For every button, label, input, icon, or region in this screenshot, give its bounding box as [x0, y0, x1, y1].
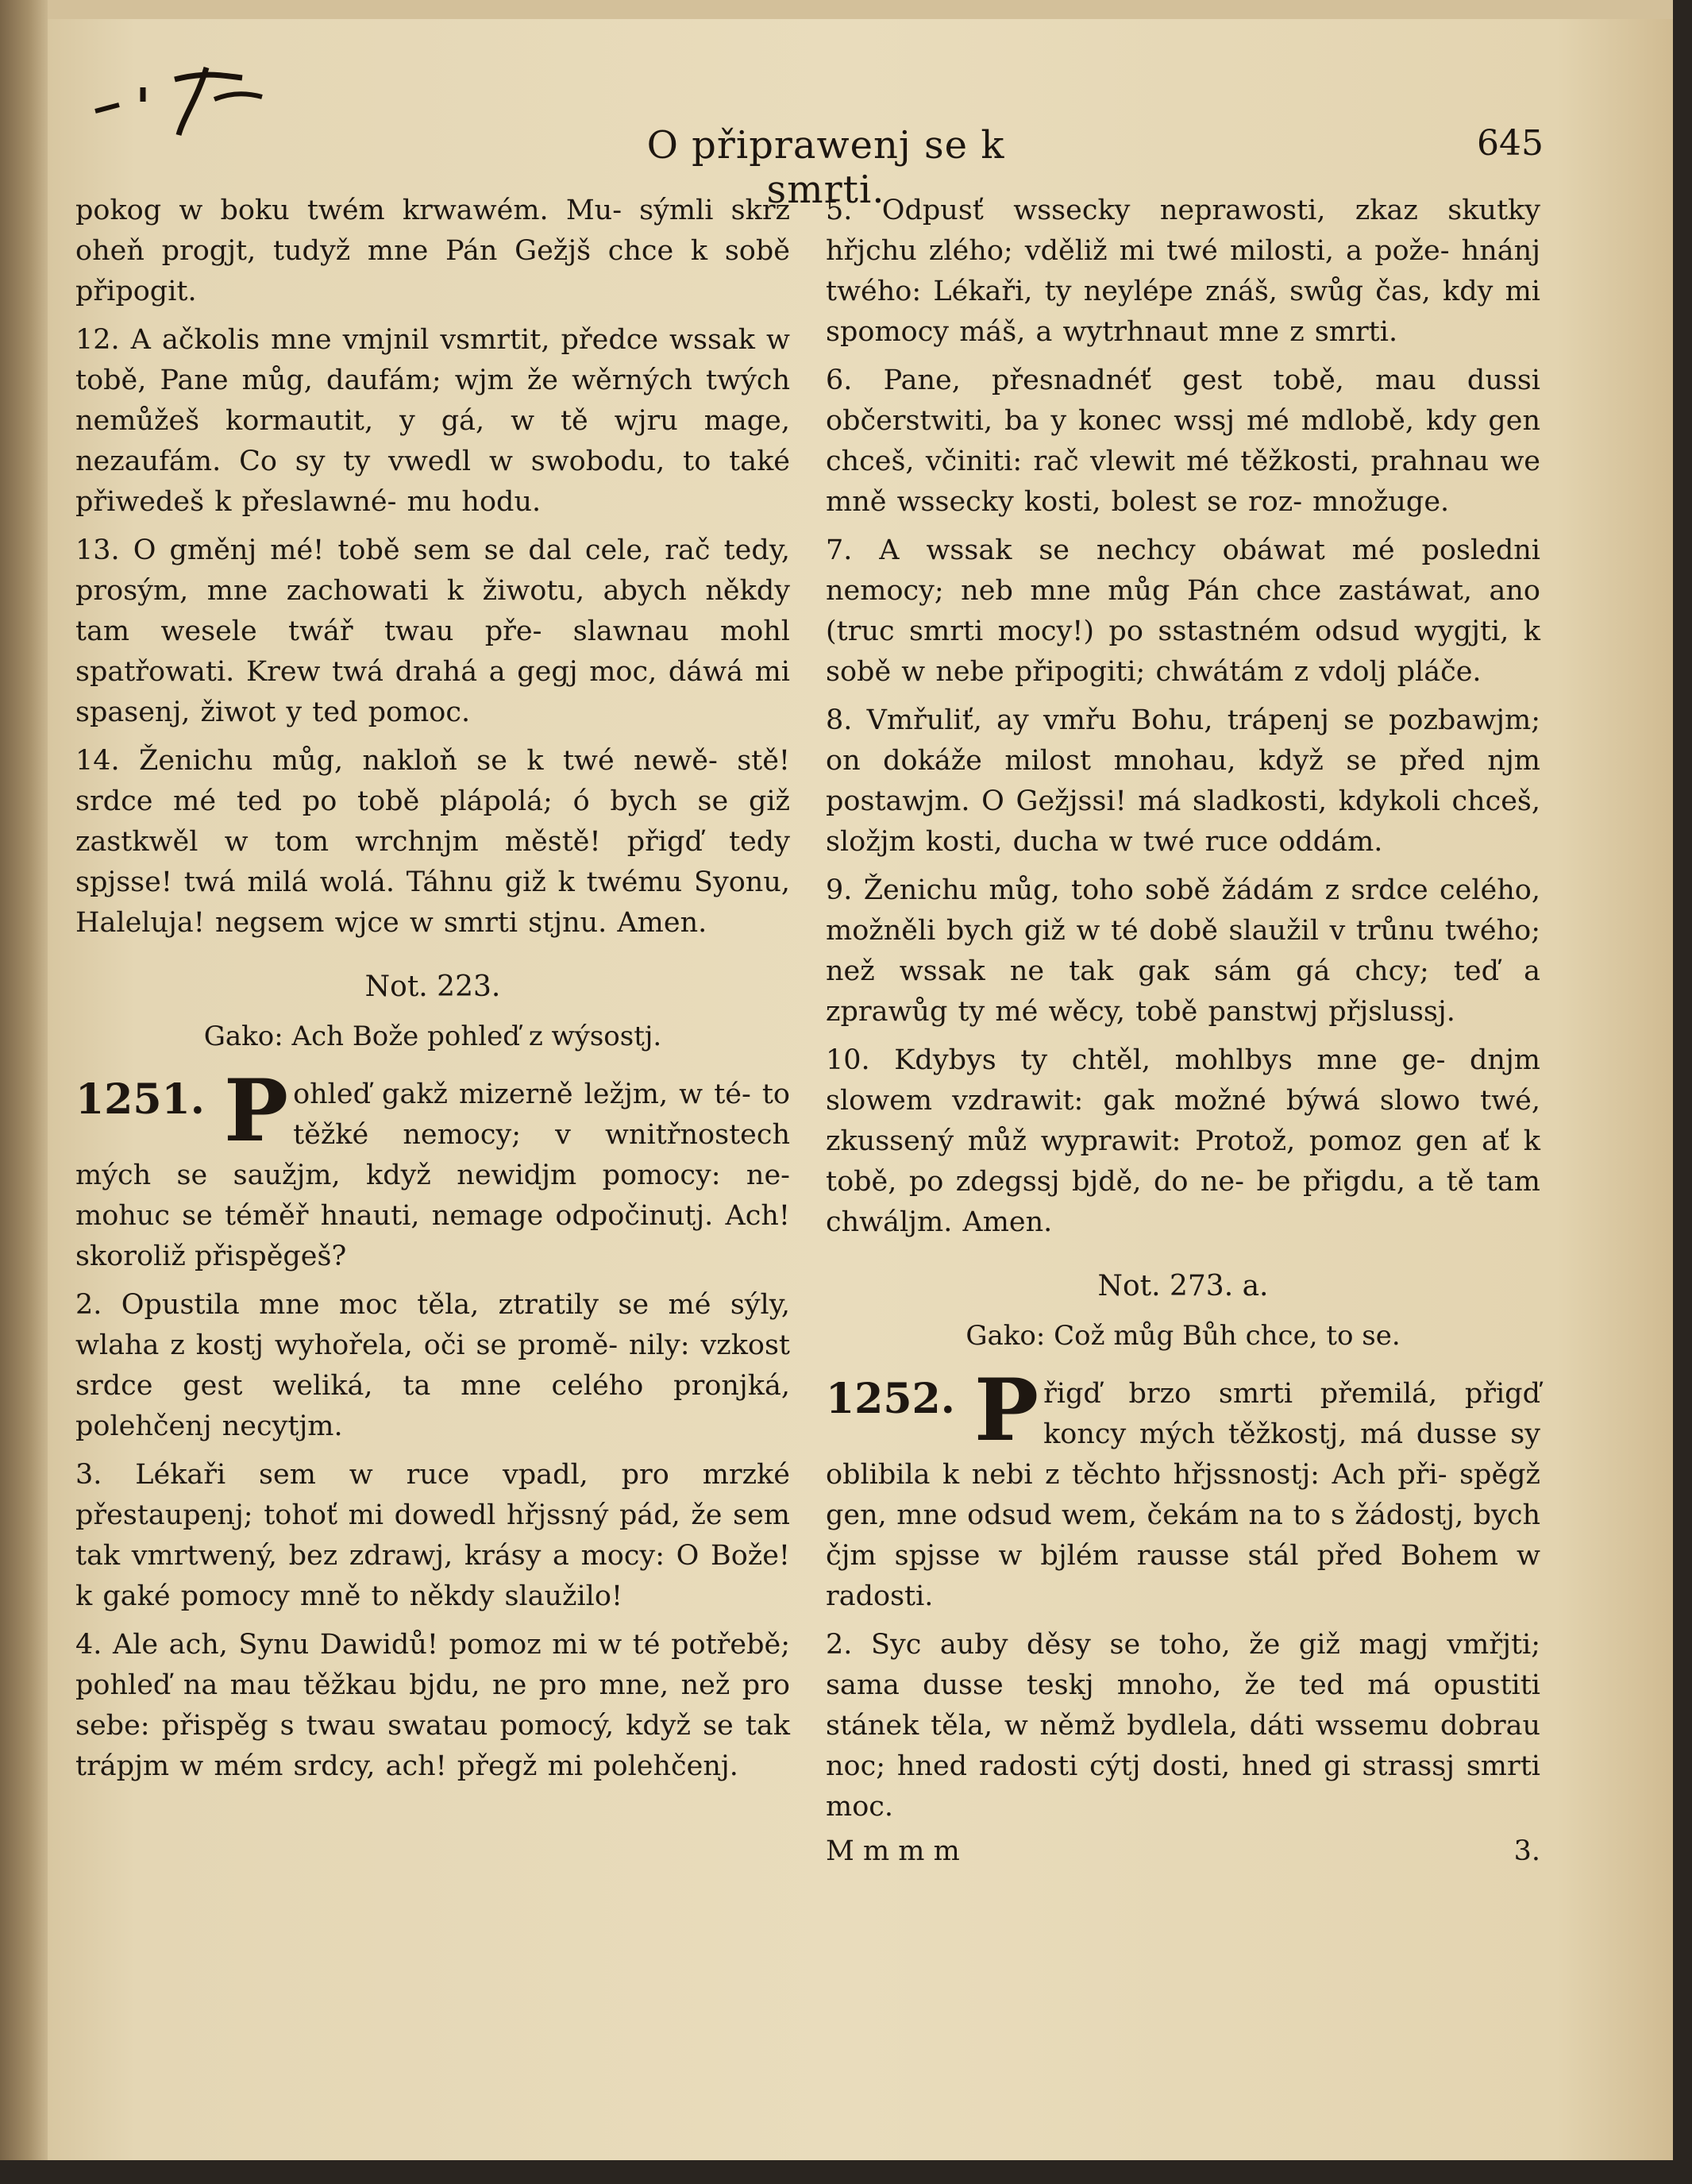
hymn-first-stanza: řigď brzo smrti přemilá, přigď koncy mých těžkostj, má dusse sy oblibila k nebi z těchto hřjssnostj: Ach při- spěgž gen, mne odsud wem, čekám na to s žádostj, bych čjm spjsse w bjlém rausse stál před Bohem w radosti. [826, 1378, 1540, 1612]
page-number: 645 [1477, 123, 1544, 164]
melody-line: Gako: Ach Bože pohleď z wýsostj. [203, 1021, 662, 1052]
hymn-opening [75, 1061, 790, 1277]
catchword: 3. [1513, 1835, 1540, 1867]
stanza: 10. Kdybys ty chtěl, mohlbys mne ge- dnjm slowem vzdrawit: gak možné býwá slowo twé, zkussený můž wyprawit: Protož, pomoz gen ať k tobě, po zdegssj bjdě, do ne- be přigdu, a tě tam chwáljm. Amen. [826, 1044, 1540, 1238]
stanza: 12. A ačkolis mne vmjnil vsmrtit, předce wssak w tobě, Pane můg, daufám; wjm že wěrných twých nemůžeš kormautit, y gá, w tě wjru mage, nezaufám. Co sy ty vwedl w swobodu, to také přiwedeš k přeslawné- mu hodu. [75, 324, 790, 518]
page-top-edge [48, 0, 1692, 19]
stanza: 4. Ale ach, Synu Dawidů! pomoz mi w té potřebě; pohleď na mau těžkau bjdu, ne pro mne, než pro sebe: přispěg s twau swatau pomocý, když se tak trápjm w mém srdcy, ach! přegž mi polehčenj. [75, 1629, 790, 1782]
left-column [75, 191, 790, 1795]
catchword-line [826, 1835, 1540, 1867]
handwritten-mark-icon [87, 56, 270, 143]
hymn-number: 1252. [826, 1375, 955, 1423]
stanza: 5. Odpusť wssecky neprawosti, zkaz skutky hřjchu zlého; vděliž mi twé milosti, a pože- hnánj twého: Lékaři, ty neylépe znáš, swůg čas, kdy mi spomocy máš, a wytrhnaut mne z smrti. [826, 195, 1540, 348]
page-bottom-edge [0, 2160, 1692, 2184]
page-right-edge [1673, 0, 1692, 2184]
melody-line: Gako: Což můg Bůh chce, to se. [965, 1320, 1401, 1352]
stanza: 13. O gměnj mé! tobě sem se dal cele, rač tedy, prosým, mne zachowati k žiwotu, abych někdy tam wesele twář twau pře- slawnau mohl spatřowati. Krew twá drahá a gegj moc, dáwá mi spasenj, žiwot y ted pomoc. [75, 534, 790, 728]
book-gutter [0, 0, 48, 2184]
stanza: pokog w boku twém krwawém. Mu- sýmli skrz oheň progjt, tudyž mne Pán Gežjš chce k sobě připogit. [75, 195, 790, 307]
stanza: 7. A wssak se nechcy obáwat mé posledni nemocy; neb mne můg Pán chce zastáwat, ano (truc smrti mocy!) po sstastném odsud wygjti, k sobě w nebe připogiti; chwátám z vdolj pláče. [826, 534, 1540, 688]
stanza: 9. Ženichu můg, toho sobě žádám z srdce celého, možněli bych giž w té době slaužil v trůnu twého; než wssak ne tak gak sám gá chcy; teď a zprawůg ty mé wěcy, tobě panstwj přjslussj. [826, 874, 1540, 1028]
signature-mark: M m m m [826, 1835, 960, 1867]
hymn-opening [826, 1360, 1540, 1617]
hymn-title: Not. 273. a. [1097, 1270, 1269, 1302]
stanza: 2. Syc auby děsy se toho, že giž magj vmřjti; sama dusse teskj mnoho, že ted má opustiti stánek těla, w němž bydlela, dáti wssemu dobrau noc; hned radosti cýtj dosti, hned gi strassj smrti moc. [826, 1629, 1540, 1823]
hymn-first-stanza: ohleď gakž mizerně ležjm, w té- to těžké nemocy; v wnitřnostech mých se saužjm, když newidjm pomocy: ne- mohuc se téměř hnauti, nemage odpočinutj. Ach! skoroliž přispěgeš? [75, 1078, 790, 1272]
drop-cap: P [223, 1061, 289, 1161]
hymn-number: 1251. [75, 1075, 205, 1124]
stanza: 6. Pane, přesnadnéť gest tobě, mau dussi občerstwiti, ba y konec wssj mé mdlobě, kdy gen chceš, včiniti: rač vlewit mé těžkosti, prahnau we mně wssecky kosti, bolest se roz- množuge. [826, 365, 1540, 518]
hymn-title: Not. 223. [364, 970, 501, 1003]
drop-cap: P [973, 1360, 1039, 1461]
stanza: 2. Opustila mne moc těla, ztratily se mé sýly, wlaha z kostj wyhořela, oči se promě- nily: vzkost srdce gest weliká, ta mne celého pronjká, polehčenj necytjm. [75, 1289, 790, 1442]
stanza: 3. Lékaři sem w ruce vpadl, pro mrzké přestaupenj; tohoť mi dowedl hřjssný pád, že sem tak vmrtwený, bez zdrawj, krásy a mocy: O Bože! k gaké pomocy mně to někdy slaužilo! [75, 1459, 790, 1612]
stanza: 8. Vmřuliť, ay vmřu Bohu, trápenj se pozbawjm; on dokáže milost mnohau, když se před njm postawjm. O Gežjssi! má sladkosti, kdykoli chceš, složjm kosti, ducha w twé ruce oddám. [826, 704, 1540, 858]
running-header: O připrawenj se k smrti. [646, 123, 1005, 212]
right-column [826, 191, 1540, 1867]
stanza: 14. Ženichu můg, nakloň se k twé newě- stě! srdce mé ted po tobě plápolá; ó bych se giž zastkwěl w tom wrchnjm městě! přigď tedy spjsse! twá milá wolá. Táhnu giž k twému Syonu, Haleluja! negsem wjce w smrti stjnu. Amen. [75, 745, 790, 939]
